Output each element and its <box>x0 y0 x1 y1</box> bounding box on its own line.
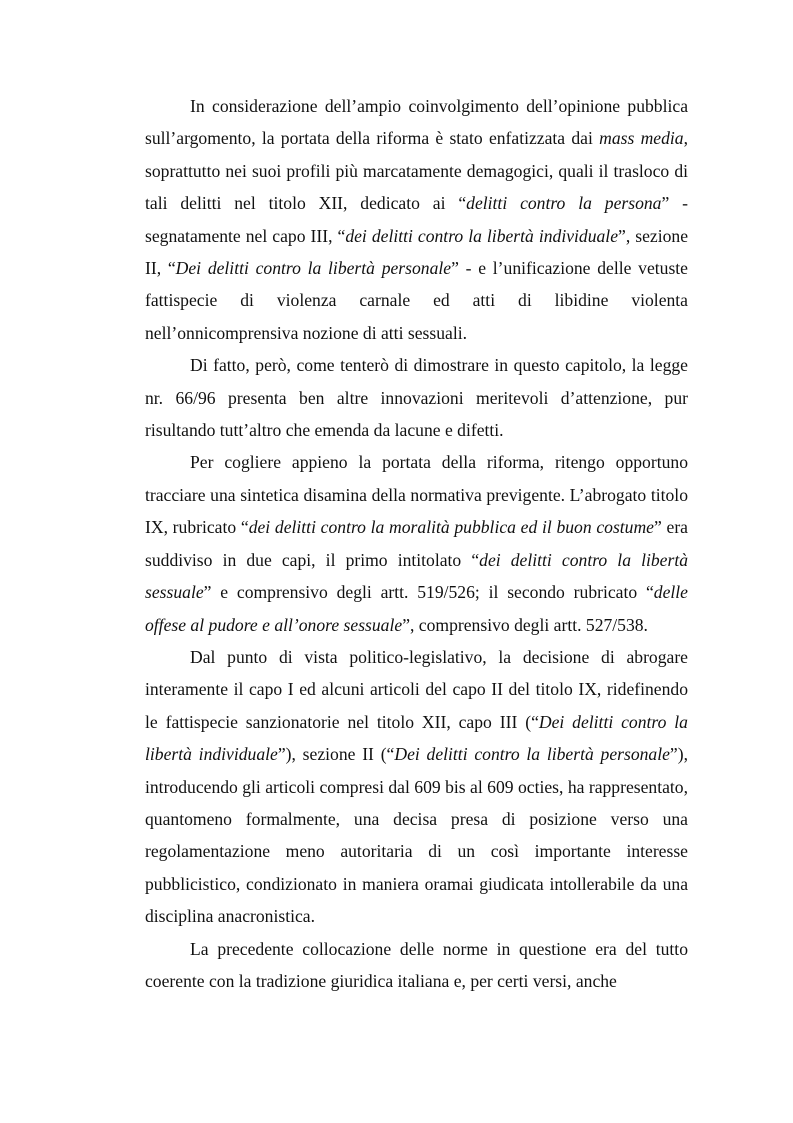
text-run: Per cogliere appieno la portata della riforma, ritengo opportuno tracciare una sintetica disamina della normativa previgente. L’abrogato titolo IX, rubricato “ <box>145 452 688 538</box>
paragraph-2 <box>145 349 688 446</box>
text-run: ”), introducendo gli articoli compresi dal 609 bis al 609 octies, ha rappresentato, quantomeno formalmente, una decisa presa di posizione verso una regolamentazione meno autoritaria di un così importante interesse pubblicistico, condizionato in maniera oramai giudicata intollerabile da una disciplina anacronistica. <box>145 744 688 927</box>
italic-run: dei delitti contro la moralità pubblica ed il buon costume <box>248 517 654 538</box>
text-run: ” era suddiviso in due capi, il primo intitolato “ <box>145 517 688 570</box>
paragraph-5 <box>145 933 688 998</box>
paragraph-3 <box>145 446 688 640</box>
italic-run: mass media <box>599 128 684 149</box>
text-run: ”), sezione II (“ <box>277 744 395 765</box>
body-text <box>145 90 688 997</box>
italic-run: dei delitti contro la libertà sessuale <box>145 549 689 603</box>
text-run: Dal punto di vista politico-legislativo, la decisione di abrogare interamente il capo I ed alcuni articoli del capo II del titolo IX, ridefinendo le fattispecie sanzionatorie nel titolo XII, capo III (“ <box>145 646 688 732</box>
italic-run: delitti contro la persona <box>466 193 662 214</box>
italic-run: dei delitti contro la libertà individuale <box>345 225 619 246</box>
italic-run: Dei delitti contro la libertà individuale <box>145 711 688 765</box>
text-run: ”, comprensivo degli artt. 527/538. <box>402 614 648 635</box>
text-run: , soprattutto nei suoi profili più marcatamente demagogici, quali il trasloco di tali delitti nel titolo XII, dedicato ai “ <box>145 128 688 214</box>
italic-run: Dei delitti contro la libertà personale <box>394 744 670 765</box>
text-run: ”, sezione II, “ <box>145 225 688 279</box>
paragraph-4 <box>145 641 688 933</box>
paragraph-1 <box>145 90 688 349</box>
text-run: La precedente collocazione delle norme in questione era del tutto coerente con la tradizione giuridica italiana e, per certi versi, anche <box>145 938 688 991</box>
italic-run: delle offese al pudore e all’onore sessuale <box>145 582 688 635</box>
text-run: ” - e l’unificazione delle vetuste fattispecie di violenza carnale ed atti di libidine violenta nell’onnicomprensiva nozione di atti sessuali. <box>145 258 688 343</box>
text-run: Di fatto, però, come tenterò di dimostrare in questo capitolo, la legge nr. 66/96 presenta ben altre innovazioni meritevoli d’attenzione, pur risultando tutt’altro che emenda da lacune e difetti. <box>145 355 688 441</box>
text-run: ” - segnatamente nel capo III, “ <box>145 193 689 246</box>
italic-run: Dei delitti contro la libertà personale <box>175 258 452 279</box>
text-run: ” e comprensivo degli artt. 519/526; il secondo rubricato “ <box>203 582 654 603</box>
text-run: In considerazione dell’ampio coinvolgimento dell’opinione pubblica sull’argomento, la portata della riforma è stato enfatizzata dai <box>145 96 688 149</box>
